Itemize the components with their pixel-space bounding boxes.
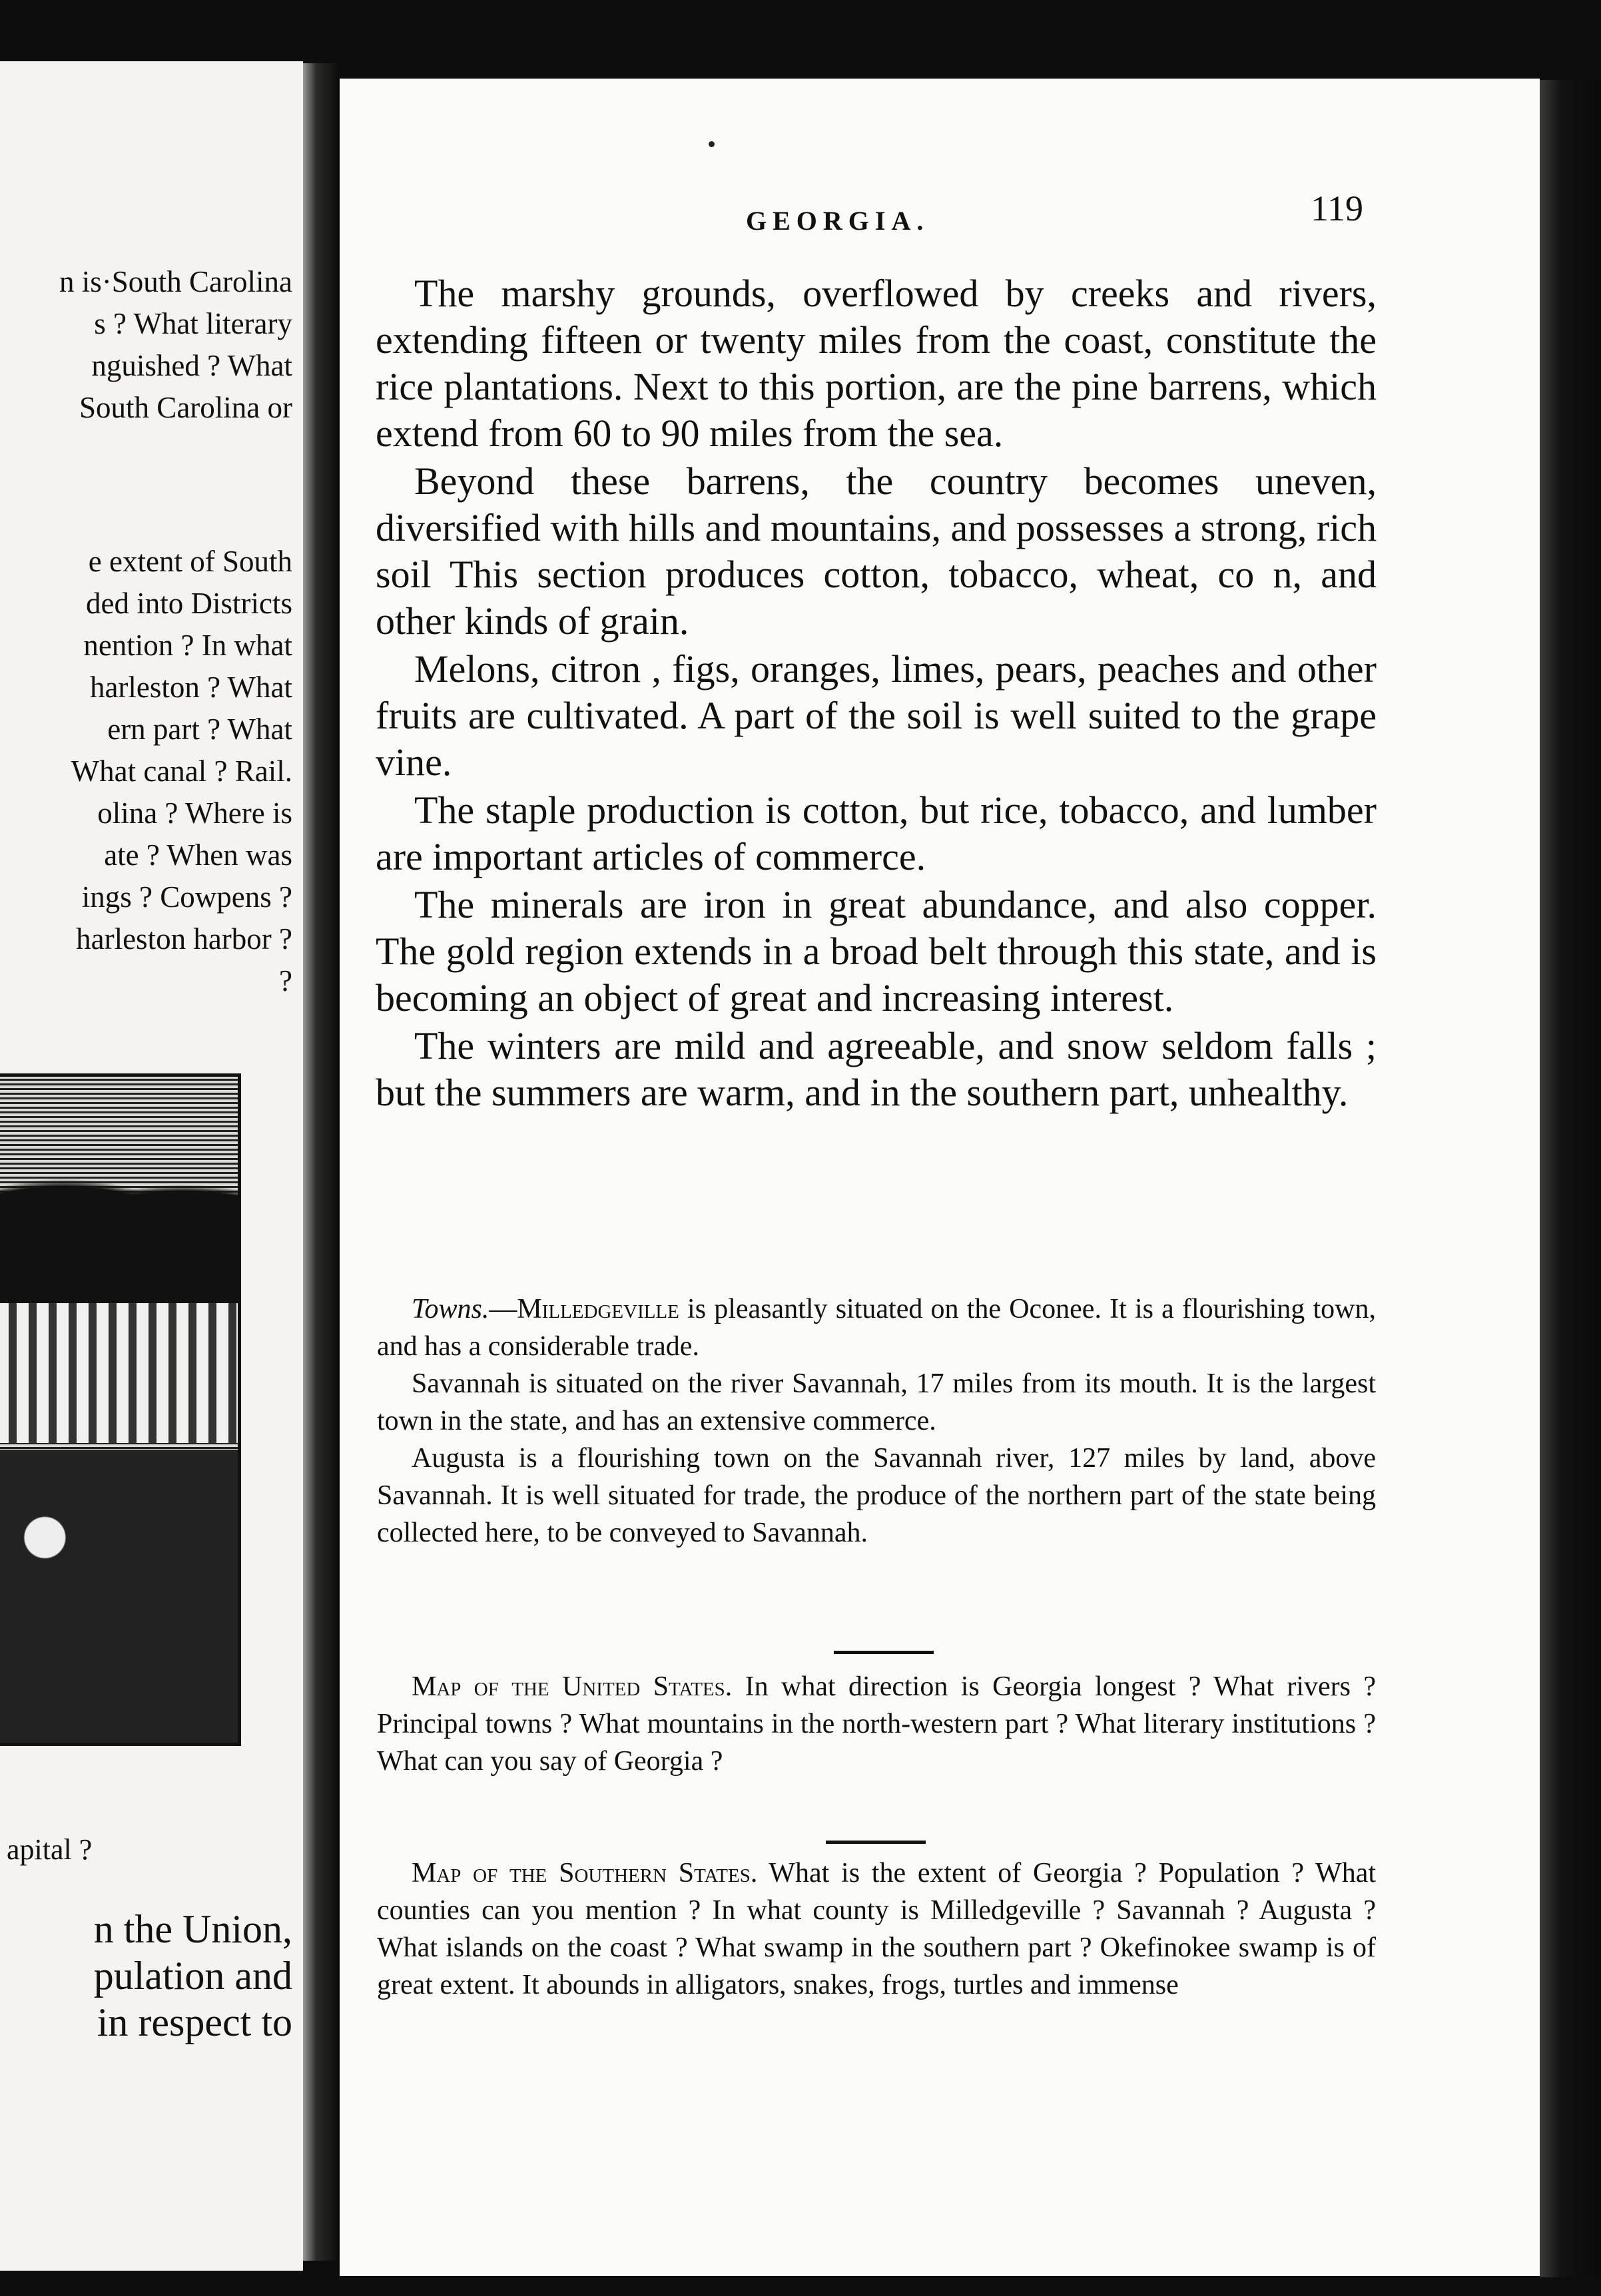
left-line: South Carolina or <box>79 391 292 424</box>
map-south-questions <box>377 1855 1376 2004</box>
left-big-line: n the Union, <box>93 1907 292 1951</box>
book-edge-right <box>1540 80 1601 2277</box>
left-line: olina ? Where is <box>97 796 292 830</box>
left-line: harleston ? What <box>89 671 292 704</box>
town-name: Milledgeville <box>517 1294 679 1324</box>
left-page <box>0 61 303 2271</box>
left-line: ? <box>279 964 292 998</box>
left-line: ded into Districts <box>86 587 292 620</box>
left-line: n is·South Carolina <box>59 265 292 298</box>
towns-milledgeville <box>377 1291 1376 1365</box>
left-line: What canal ? Rail. <box>71 754 292 788</box>
map-question <box>377 1855 1376 2004</box>
page-number: 119 <box>1311 188 1363 228</box>
map-question <box>377 1668 1376 1780</box>
left-line: harleston harbor ? <box>76 922 292 956</box>
left-questions-mid <box>13 541 292 1002</box>
map-question-text: What is the extent of Georgia ? Population ? What counties can you mention ? In what county is Milledgeville ? Savannah ? Augusta ? What islands on the coast ? What swamp in the southern part ? Okefinokee swamp is of great extent. It abounds in alligators, snakes, frogs, turtles and immense <box>377 1858 1377 2000</box>
paragraph: Beyond these barrens, the country becomes uneven, diversified with hills and mountains, and possesses a strong, rich soil This section produces cotton, tobacco, wheat, co n, and other kinds of grain. <box>376 459 1377 643</box>
towns-section <box>377 1291 1376 1552</box>
towns-dash: — <box>489 1294 517 1324</box>
map-title: Map of the Southern States. <box>412 1858 758 1888</box>
paragraph: Melons, citron , figs, oranges, limes, pears, peaches and other fruits are cultivated. A part of the soil is well suited to the grape vine. <box>376 647 1377 784</box>
left-capital-question: apital ? <box>7 1833 93 1866</box>
paragraph: The winters are mild and agreeable, and snow seldom falls ; but the summers are warm, and in the southern part, unhealthy. <box>376 1024 1377 1114</box>
woodcut-illustration <box>0 1073 241 1746</box>
paragraph: The staple production is cotton, but rice, tobacco, and lumber are important articles of commerce. <box>376 788 1377 878</box>
main-text <box>376 270 1377 1117</box>
left-line: ern part ? What <box>107 713 292 746</box>
book-gutter-left <box>303 63 336 2261</box>
left-line: ate ? When was <box>104 838 292 872</box>
towns-savannah: Savannah is situated on the river Savannah, 17 miles from its mouth. It is the largest town in the state, and has an extensive commerce. <box>377 1368 1376 1436</box>
ink-speck <box>709 141 715 147</box>
map-us-questions <box>377 1668 1376 1780</box>
left-line: ings ? Cowpens ? <box>81 880 292 914</box>
left-line: nguished ? What <box>91 349 292 382</box>
section-divider <box>826 1841 926 1844</box>
running-head: GEORGIA. <box>746 206 930 236</box>
left-big-line: in respect to <box>97 2000 292 2044</box>
towns-label: Towns. <box>412 1294 489 1324</box>
left-line: nention ? In what <box>83 629 292 662</box>
left-line: e extent of South <box>88 545 292 578</box>
left-questions-top <box>13 261 292 429</box>
map-title: Map of the United States. <box>412 1671 733 1702</box>
left-line: s ? What literary <box>94 307 292 340</box>
woodcut-cotton-field <box>0 1450 238 1743</box>
paragraph: The minerals are iron in great abundance, and also copper. The gold region extends in a broad belt through this state, and is becoming an object of great and increasing interest. <box>376 883 1377 1019</box>
section-divider <box>834 1651 934 1654</box>
woodcut-building <box>0 1303 238 1443</box>
towns-augusta: Augusta is a flourishing town on the Savannah river, 127 miles by land, above Savannah. It is well situated for trade, the produce of the northern part of the state being collected here, to be conveyed to Savannah. <box>377 1443 1376 1548</box>
left-large-text <box>0 1906 292 2046</box>
town-description: is pleasantly situated on the Oconee. It is a flourishing town, and has a considerable trade. <box>377 1294 1376 1362</box>
map-question-text: In what direction is Georgia longest ? What rivers ? Principal towns ? What mountains in the north-western part ? What literary institutions ? What can you say of Georgia ? <box>377 1671 1377 1777</box>
paragraph: The marshy grounds, overflowed by creeks and rivers, extending fifteen or twenty miles from the coast, constitute the rice plantations. Next to this portion, are the pine barrens, which extend from 60 to 90 miles from the sea. <box>376 272 1377 455</box>
left-big-line: pulation and <box>93 1954 292 1998</box>
